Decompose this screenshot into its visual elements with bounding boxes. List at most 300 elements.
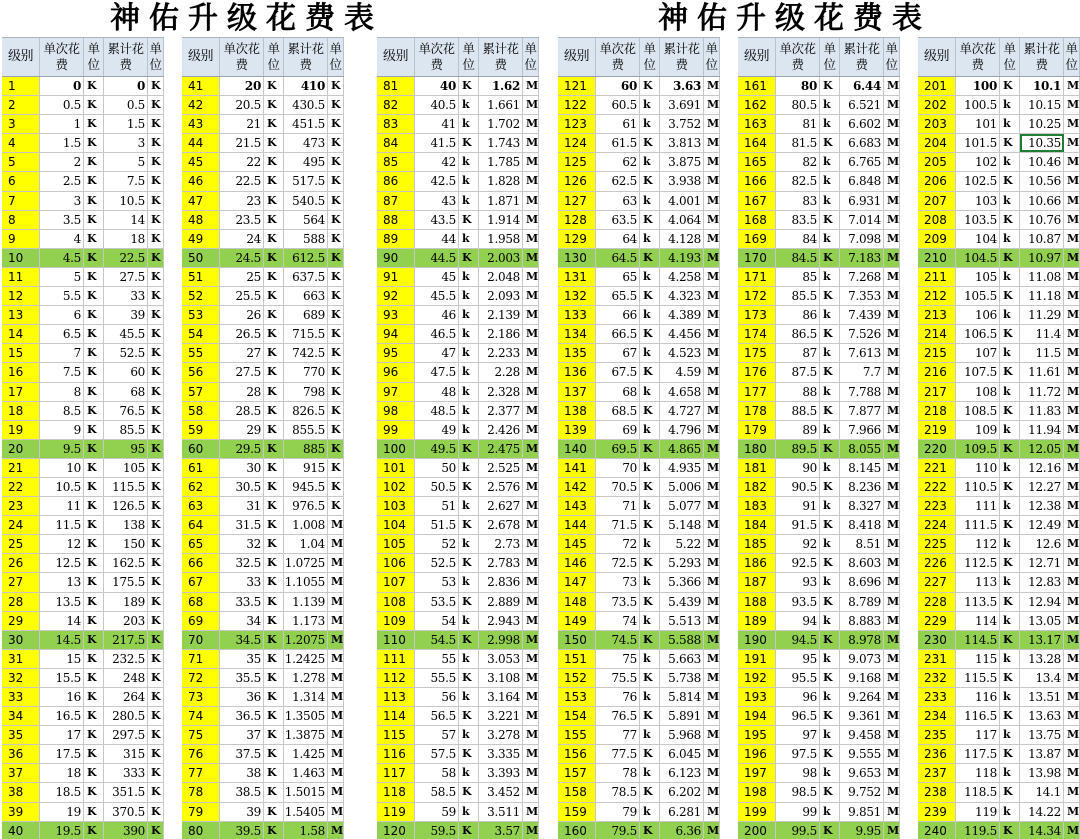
cell-cumulative-cost[interactable]: 6.765 <box>840 153 884 171</box>
cell-cumulative-unit[interactable]: K <box>148 287 164 305</box>
cell-unit[interactable]: K <box>84 478 104 496</box>
cell-level[interactable]: 17 <box>2 383 40 401</box>
cell-level[interactable]: 147 <box>558 573 596 591</box>
cell-cumulative-cost[interactable]: 4.258 <box>660 268 704 286</box>
cell-cumulative-cost[interactable]: 3.335 <box>479 745 523 763</box>
cell-level[interactable]: 100 <box>377 440 415 458</box>
cell-cumulative-cost[interactable]: 12.83 <box>1020 573 1064 591</box>
cell-single-cost[interactable]: 87.5 <box>776 363 820 381</box>
cell-cumulative-cost[interactable]: 2.233 <box>479 344 523 362</box>
cell-single-cost[interactable]: 50 <box>415 459 459 477</box>
cell-cumulative-cost[interactable]: 3.053 <box>479 650 523 668</box>
cell-level[interactable]: 66 <box>182 554 220 572</box>
cell-level[interactable]: 5 <box>2 153 40 171</box>
cell-cumulative-unit[interactable]: M <box>704 230 720 248</box>
cell-cumulative-unit[interactable]: M <box>1064 172 1080 190</box>
cell-cumulative-unit[interactable]: M <box>884 707 900 725</box>
cell-level[interactable]: 10 <box>2 249 40 267</box>
cell-cumulative-unit[interactable]: K <box>148 650 164 668</box>
cell-single-cost[interactable]: 8 <box>40 383 84 401</box>
cell-cumulative-cost[interactable]: 13.87 <box>1020 745 1064 763</box>
cell-cumulative-unit[interactable]: M <box>523 383 539 401</box>
cell-level[interactable]: 117 <box>377 764 415 782</box>
cell-level[interactable]: 76 <box>182 745 220 763</box>
cell-level[interactable]: 91 <box>377 268 415 286</box>
cell-single-cost[interactable]: 62.5 <box>596 172 640 190</box>
cell-cumulative-cost[interactable]: 0.5 <box>104 96 148 114</box>
cell-unit[interactable]: k <box>1000 459 1020 477</box>
cell-cumulative-unit[interactable]: K <box>328 96 344 114</box>
cell-single-cost[interactable]: 71.5 <box>596 516 640 534</box>
cell-cumulative-cost[interactable]: 7.014 <box>840 211 884 229</box>
cell-unit[interactable]: K <box>264 153 284 171</box>
cell-unit[interactable]: k <box>459 325 479 343</box>
cell-unit[interactable]: K <box>84 650 104 668</box>
cell-cumulative-unit[interactable]: M <box>704 516 720 534</box>
cell-level[interactable]: 190 <box>738 631 776 649</box>
cell-level[interactable]: 194 <box>738 707 776 725</box>
cell-unit[interactable]: k <box>820 383 840 401</box>
cell-unit[interactable]: K <box>264 822 284 839</box>
cell-cumulative-unit[interactable]: M <box>523 535 539 553</box>
cell-cumulative-cost[interactable]: 7.098 <box>840 230 884 248</box>
cell-unit[interactable]: K <box>459 745 479 763</box>
cell-cumulative-unit[interactable]: M <box>704 421 720 439</box>
cell-cumulative-cost[interactable]: 945.5 <box>284 478 328 496</box>
cell-cumulative-cost[interactable]: 7.7 <box>840 363 884 381</box>
cell-cumulative-unit[interactable]: M <box>328 535 344 553</box>
cell-level[interactable]: 183 <box>738 497 776 515</box>
cell-cumulative-unit[interactable]: M <box>704 783 720 801</box>
cell-cumulative-cost[interactable]: 715.5 <box>284 325 328 343</box>
cell-level[interactable]: 206 <box>918 172 956 190</box>
cell-single-cost[interactable]: 56.5 <box>415 707 459 725</box>
cell-unit[interactable]: K <box>264 516 284 534</box>
cell-unit[interactable]: K <box>264 325 284 343</box>
cell-single-cost[interactable]: 45 <box>415 268 459 286</box>
cell-single-cost[interactable]: 80.5 <box>776 96 820 114</box>
cell-unit[interactable]: K <box>640 363 660 381</box>
cell-cumulative-unit[interactable]: M <box>884 172 900 190</box>
cell-unit[interactable]: K <box>640 478 660 496</box>
cell-cumulative-unit[interactable]: M <box>328 745 344 763</box>
cell-cumulative-unit[interactable]: K <box>328 497 344 515</box>
cell-cumulative-unit[interactable]: M <box>1064 192 1080 210</box>
cell-unit[interactable]: K <box>820 631 840 649</box>
cell-cumulative-unit[interactable]: K <box>148 478 164 496</box>
cell-cumulative-unit[interactable]: M <box>704 287 720 305</box>
cell-level[interactable]: 7 <box>2 192 40 210</box>
cell-unit[interactable]: K <box>84 535 104 553</box>
cell-cumulative-cost[interactable]: 76.5 <box>104 402 148 420</box>
cell-unit[interactable]: K <box>459 516 479 534</box>
cell-level[interactable]: 130 <box>558 249 596 267</box>
cell-unit[interactable]: k <box>1000 153 1020 171</box>
cell-level[interactable]: 235 <box>918 726 956 744</box>
cell-single-cost[interactable]: 15 <box>40 650 84 668</box>
cell-cumulative-cost[interactable]: 2.377 <box>479 402 523 420</box>
cell-cumulative-unit[interactable]: M <box>523 459 539 477</box>
cell-unit[interactable]: K <box>1000 134 1020 152</box>
cell-cumulative-unit[interactable]: M <box>1064 573 1080 591</box>
cell-single-cost[interactable]: 57 <box>415 726 459 744</box>
cell-cumulative-unit[interactable]: M <box>523 497 539 515</box>
cell-cumulative-unit[interactable]: M <box>1064 459 1080 477</box>
cell-cumulative-unit[interactable]: M <box>884 77 900 95</box>
cell-single-cost[interactable]: 1 <box>40 115 84 133</box>
cell-cumulative-unit[interactable]: K <box>328 230 344 248</box>
cell-cumulative-cost[interactable]: 3.221 <box>479 707 523 725</box>
cell-unit[interactable]: k <box>640 764 660 782</box>
cell-cumulative-cost[interactable]: 390 <box>104 822 148 839</box>
cell-cumulative-cost[interactable]: 6.602 <box>840 115 884 133</box>
cell-level[interactable]: 221 <box>918 459 956 477</box>
cell-level[interactable]: 240 <box>918 822 956 839</box>
cell-cumulative-unit[interactable]: M <box>884 268 900 286</box>
cell-unit[interactable]: K <box>84 726 104 744</box>
cell-cumulative-cost[interactable]: 3.57 <box>479 822 523 839</box>
cell-single-cost[interactable]: 55 <box>415 650 459 668</box>
cell-cumulative-cost[interactable]: 13.17 <box>1020 631 1064 649</box>
cell-level[interactable]: 148 <box>558 593 596 611</box>
cell-cumulative-cost[interactable]: 11.94 <box>1020 421 1064 439</box>
cell-cumulative-cost[interactable]: 1.5 <box>104 115 148 133</box>
header-single-cost[interactable]: 单次花费 <box>220 38 264 76</box>
cell-single-cost[interactable]: 64.5 <box>596 249 640 267</box>
cell-cumulative-cost[interactable]: 1.463 <box>284 764 328 782</box>
cell-cumulative-unit[interactable]: K <box>328 192 344 210</box>
cell-level[interactable]: 123 <box>558 115 596 133</box>
cell-unit[interactable]: K <box>1000 478 1020 496</box>
cell-cumulative-cost[interactable]: 663 <box>284 287 328 305</box>
cell-single-cost[interactable]: 11.5 <box>40 516 84 534</box>
cell-single-cost[interactable]: 32.5 <box>220 554 264 572</box>
cell-single-cost[interactable]: 75 <box>596 650 640 668</box>
cell-cumulative-cost[interactable]: 13.51 <box>1020 688 1064 706</box>
cell-unit[interactable]: k <box>459 535 479 553</box>
cell-single-cost[interactable]: 18.5 <box>40 783 84 801</box>
header-level[interactable]: 级别 <box>182 38 220 76</box>
cell-cumulative-unit[interactable]: K <box>148 96 164 114</box>
cell-cumulative-unit[interactable]: M <box>704 211 720 229</box>
cell-cumulative-unit[interactable]: M <box>1064 325 1080 343</box>
cell-cumulative-unit[interactable]: M <box>1064 497 1080 515</box>
cell-cumulative-unit[interactable]: M <box>1064 726 1080 744</box>
cell-cumulative-cost[interactable]: 7.788 <box>840 383 884 401</box>
cell-single-cost[interactable]: 97 <box>776 726 820 744</box>
cell-level[interactable]: 213 <box>918 306 956 324</box>
cell-unit[interactable]: k <box>640 421 660 439</box>
cell-unit[interactable]: K <box>820 783 840 801</box>
cell-unit[interactable]: K <box>820 554 840 572</box>
header-cumulative-cost[interactable]: 累计花费 <box>660 38 704 76</box>
cell-single-cost[interactable]: 51 <box>415 497 459 515</box>
cell-cumulative-unit[interactable]: M <box>1064 440 1080 458</box>
cell-cumulative-cost[interactable]: 10.15 <box>1020 96 1064 114</box>
cell-cumulative-unit[interactable]: K <box>148 363 164 381</box>
cell-single-cost[interactable]: 98 <box>776 764 820 782</box>
header-cumulative-cost[interactable]: 累计花费 <box>479 38 523 76</box>
cell-single-cost[interactable]: 83.5 <box>776 211 820 229</box>
cell-unit[interactable]: k <box>1000 573 1020 591</box>
cell-cumulative-unit[interactable]: M <box>1064 593 1080 611</box>
cell-unit[interactable]: k <box>1000 115 1020 133</box>
cell-cumulative-cost[interactable]: 6.045 <box>660 745 704 763</box>
cell-unit[interactable]: k <box>820 306 840 324</box>
cell-single-cost[interactable]: 24.5 <box>220 249 264 267</box>
cell-level[interactable]: 121 <box>558 77 596 95</box>
cell-level[interactable]: 234 <box>918 707 956 725</box>
cell-level[interactable]: 176 <box>738 363 776 381</box>
cell-unit[interactable]: K <box>459 554 479 572</box>
cell-level[interactable]: 122 <box>558 96 596 114</box>
cell-cumulative-cost[interactable]: 410 <box>284 77 328 95</box>
cell-cumulative-cost[interactable]: 9.653 <box>840 764 884 782</box>
cell-single-cost[interactable]: 81 <box>776 115 820 133</box>
cell-single-cost[interactable]: 91.5 <box>776 516 820 534</box>
cell-single-cost[interactable]: 9 <box>40 421 84 439</box>
cell-unit[interactable]: K <box>1000 554 1020 572</box>
cell-cumulative-cost[interactable]: 3.452 <box>479 783 523 801</box>
cell-unit[interactable]: k <box>640 383 660 401</box>
cell-unit[interactable]: k <box>820 344 840 362</box>
cell-cumulative-unit[interactable]: M <box>884 306 900 324</box>
cell-single-cost[interactable]: 113.5 <box>956 593 1000 611</box>
cell-cumulative-cost[interactable]: 85.5 <box>104 421 148 439</box>
cell-level[interactable]: 1 <box>2 77 40 95</box>
cell-level[interactable]: 237 <box>918 764 956 782</box>
cell-level[interactable]: 217 <box>918 383 956 401</box>
cell-level[interactable]: 211 <box>918 268 956 286</box>
cell-level[interactable]: 180 <box>738 440 776 458</box>
cell-level[interactable]: 96 <box>377 363 415 381</box>
cell-unit[interactable]: K <box>84 211 104 229</box>
cell-level[interactable]: 45 <box>182 153 220 171</box>
cell-unit[interactable]: K <box>264 688 284 706</box>
cell-cumulative-unit[interactable]: M <box>884 230 900 248</box>
cell-cumulative-unit[interactable]: M <box>704 459 720 477</box>
header-cumulative-cost[interactable]: 累计花费 <box>1020 38 1064 76</box>
cell-level[interactable]: 23 <box>2 497 40 515</box>
cell-single-cost[interactable]: 114.5 <box>956 631 1000 649</box>
cell-unit[interactable]: k <box>1000 192 1020 210</box>
cell-unit[interactable]: k <box>1000 688 1020 706</box>
cell-cumulative-unit[interactable]: M <box>523 478 539 496</box>
cell-level[interactable]: 51 <box>182 268 220 286</box>
cell-level[interactable]: 193 <box>738 688 776 706</box>
cell-level[interactable]: 205 <box>918 153 956 171</box>
cell-single-cost[interactable]: 94.5 <box>776 631 820 649</box>
cell-single-cost[interactable]: 12.5 <box>40 554 84 572</box>
cell-cumulative-unit[interactable]: M <box>704 268 720 286</box>
cell-single-cost[interactable]: 6 <box>40 306 84 324</box>
cell-cumulative-unit[interactable]: M <box>328 688 344 706</box>
cell-cumulative-unit[interactable]: M <box>884 650 900 668</box>
cell-level[interactable]: 133 <box>558 306 596 324</box>
cell-unit[interactable]: K <box>640 402 660 420</box>
cell-cumulative-unit[interactable]: M <box>884 115 900 133</box>
cell-single-cost[interactable]: 118.5 <box>956 783 1000 801</box>
cell-level[interactable]: 36 <box>2 745 40 763</box>
cell-cumulative-unit[interactable]: M <box>704 325 720 343</box>
cell-cumulative-cost[interactable]: 2.998 <box>479 631 523 649</box>
cell-level[interactable]: 192 <box>738 669 776 687</box>
cell-level[interactable]: 119 <box>377 803 415 821</box>
cell-single-cost[interactable]: 118 <box>956 764 1000 782</box>
cell-level[interactable]: 171 <box>738 268 776 286</box>
cell-cumulative-unit[interactable]: M <box>884 688 900 706</box>
cell-cumulative-unit[interactable]: M <box>704 344 720 362</box>
cell-cumulative-unit[interactable]: M <box>523 631 539 649</box>
cell-cumulative-unit[interactable]: M <box>523 612 539 630</box>
cell-level[interactable]: 216 <box>918 363 956 381</box>
cell-level[interactable]: 225 <box>918 535 956 553</box>
cell-single-cost[interactable]: 91 <box>776 497 820 515</box>
cell-single-cost[interactable]: 106.5 <box>956 325 1000 343</box>
cell-cumulative-unit[interactable]: K <box>148 803 164 821</box>
cell-unit[interactable]: k <box>459 96 479 114</box>
cell-cumulative-unit[interactable]: K <box>328 478 344 496</box>
cell-level[interactable]: 73 <box>182 688 220 706</box>
cell-unit[interactable]: k <box>1000 803 1020 821</box>
cell-cumulative-cost[interactable]: 2.627 <box>479 497 523 515</box>
cell-cumulative-unit[interactable]: M <box>1064 688 1080 706</box>
cell-level[interactable]: 62 <box>182 478 220 496</box>
cell-cumulative-unit[interactable]: M <box>328 593 344 611</box>
cell-single-cost[interactable]: 75.5 <box>596 669 640 687</box>
cell-single-cost[interactable]: 27.5 <box>220 363 264 381</box>
cell-single-cost[interactable]: 20.5 <box>220 96 264 114</box>
cell-cumulative-cost[interactable]: 8.603 <box>840 554 884 572</box>
cell-cumulative-unit[interactable]: M <box>523 249 539 267</box>
cell-level[interactable]: 184 <box>738 516 776 534</box>
cell-cumulative-unit[interactable]: M <box>884 573 900 591</box>
cell-cumulative-unit[interactable]: M <box>523 650 539 668</box>
cell-level[interactable]: 102 <box>377 478 415 496</box>
cell-level[interactable]: 161 <box>738 77 776 95</box>
cell-cumulative-cost[interactable]: 9.458 <box>840 726 884 744</box>
cell-single-cost[interactable]: 21.5 <box>220 134 264 152</box>
cell-cumulative-cost[interactable]: 5.366 <box>660 573 704 591</box>
cell-single-cost[interactable]: 76.5 <box>596 707 640 725</box>
cell-unit[interactable]: k <box>820 650 840 668</box>
cell-single-cost[interactable]: 89.5 <box>776 440 820 458</box>
cell-level[interactable]: 153 <box>558 688 596 706</box>
cell-single-cost[interactable]: 117.5 <box>956 745 1000 763</box>
cell-single-cost[interactable]: 54.5 <box>415 631 459 649</box>
cell-single-cost[interactable]: 14.5 <box>40 631 84 649</box>
cell-cumulative-cost[interactable]: 976.5 <box>284 497 328 515</box>
cell-level[interactable]: 214 <box>918 325 956 343</box>
cell-cumulative-unit[interactable]: M <box>884 402 900 420</box>
cell-single-cost[interactable]: 72 <box>596 535 640 553</box>
cell-cumulative-cost[interactable]: 5.006 <box>660 478 704 496</box>
cell-cumulative-unit[interactable]: K <box>148 172 164 190</box>
cell-cumulative-cost[interactable]: 1.3875 <box>284 726 328 744</box>
cell-cumulative-unit[interactable]: M <box>704 249 720 267</box>
cell-single-cost[interactable]: 106 <box>956 306 1000 324</box>
cell-unit[interactable]: k <box>459 764 479 782</box>
cell-level[interactable]: 223 <box>918 497 956 515</box>
cell-cumulative-cost[interactable]: 8.327 <box>840 497 884 515</box>
cell-unit[interactable]: K <box>640 77 660 95</box>
cell-single-cost[interactable]: 40 <box>415 77 459 95</box>
cell-single-cost[interactable]: 22 <box>220 153 264 171</box>
cell-cumulative-cost[interactable]: 5 <box>104 153 148 171</box>
cell-cumulative-cost[interactable]: 5.588 <box>660 631 704 649</box>
cell-cumulative-unit[interactable]: M <box>523 363 539 381</box>
cell-unit[interactable]: k <box>820 153 840 171</box>
cell-cumulative-unit[interactable]: K <box>328 402 344 420</box>
cell-cumulative-unit[interactable]: M <box>884 516 900 534</box>
header-cumulative-unit[interactable]: 单位 <box>523 38 539 76</box>
cell-single-cost[interactable]: 113 <box>956 573 1000 591</box>
cell-single-cost[interactable]: 100 <box>956 77 1000 95</box>
cell-unit[interactable]: k <box>1000 268 1020 286</box>
cell-cumulative-unit[interactable]: M <box>884 211 900 229</box>
cell-unit[interactable]: k <box>1000 497 1020 515</box>
cell-cumulative-cost[interactable]: 3.511 <box>479 803 523 821</box>
cell-unit[interactable]: k <box>1000 612 1020 630</box>
cell-unit[interactable]: K <box>264 421 284 439</box>
cell-unit[interactable]: k <box>459 383 479 401</box>
cell-cumulative-cost[interactable]: 2.889 <box>479 593 523 611</box>
cell-cumulative-cost[interactable]: 12.38 <box>1020 497 1064 515</box>
cell-single-cost[interactable]: 7 <box>40 344 84 362</box>
cell-cumulative-unit[interactable]: M <box>884 383 900 401</box>
cell-level[interactable]: 159 <box>558 803 596 821</box>
cell-single-cost[interactable]: 77.5 <box>596 745 640 763</box>
cell-cumulative-cost[interactable]: 4.727 <box>660 402 704 420</box>
cell-cumulative-cost[interactable]: 297.5 <box>104 726 148 744</box>
cell-cumulative-cost[interactable]: 4.064 <box>660 211 704 229</box>
cell-unit[interactable]: K <box>820 134 840 152</box>
cell-single-cost[interactable]: 40.5 <box>415 96 459 114</box>
cell-cumulative-unit[interactable]: M <box>1064 287 1080 305</box>
cell-cumulative-cost[interactable]: 915 <box>284 459 328 477</box>
cell-level[interactable]: 29 <box>2 612 40 630</box>
header-cumulative-unit[interactable]: 单位 <box>328 38 344 76</box>
cell-cumulative-cost[interactable]: 7.877 <box>840 402 884 420</box>
cell-level[interactable]: 218 <box>918 402 956 420</box>
cell-single-cost[interactable]: 14 <box>40 612 84 630</box>
cell-unit[interactable]: k <box>640 612 660 630</box>
cell-cumulative-unit[interactable]: M <box>523 554 539 572</box>
cell-cumulative-unit[interactable]: M <box>1064 554 1080 572</box>
cell-unit[interactable]: K <box>1000 249 1020 267</box>
cell-cumulative-unit[interactable]: M <box>1064 516 1080 534</box>
cell-cumulative-unit[interactable]: M <box>704 478 720 496</box>
header-single-cost[interactable]: 单次花费 <box>956 38 1000 76</box>
cell-level[interactable]: 3 <box>2 115 40 133</box>
cell-unit[interactable]: k <box>1000 650 1020 668</box>
cell-unit[interactable]: K <box>640 554 660 572</box>
cell-level[interactable]: 186 <box>738 554 776 572</box>
cell-unit[interactable]: K <box>1000 707 1020 725</box>
cell-cumulative-unit[interactable]: M <box>523 115 539 133</box>
cell-level[interactable]: 63 <box>182 497 220 515</box>
cell-cumulative-unit[interactable]: K <box>328 306 344 324</box>
cell-single-cost[interactable]: 116.5 <box>956 707 1000 725</box>
cell-single-cost[interactable]: 110.5 <box>956 478 1000 496</box>
cell-cumulative-cost[interactable]: 9.555 <box>840 745 884 763</box>
cell-single-cost[interactable]: 99 <box>776 803 820 821</box>
cell-level[interactable]: 112 <box>377 669 415 687</box>
cell-cumulative-unit[interactable]: M <box>704 192 720 210</box>
cell-level[interactable]: 187 <box>738 573 776 591</box>
cell-cumulative-cost[interactable]: 203 <box>104 612 148 630</box>
cell-unit[interactable]: K <box>264 631 284 649</box>
